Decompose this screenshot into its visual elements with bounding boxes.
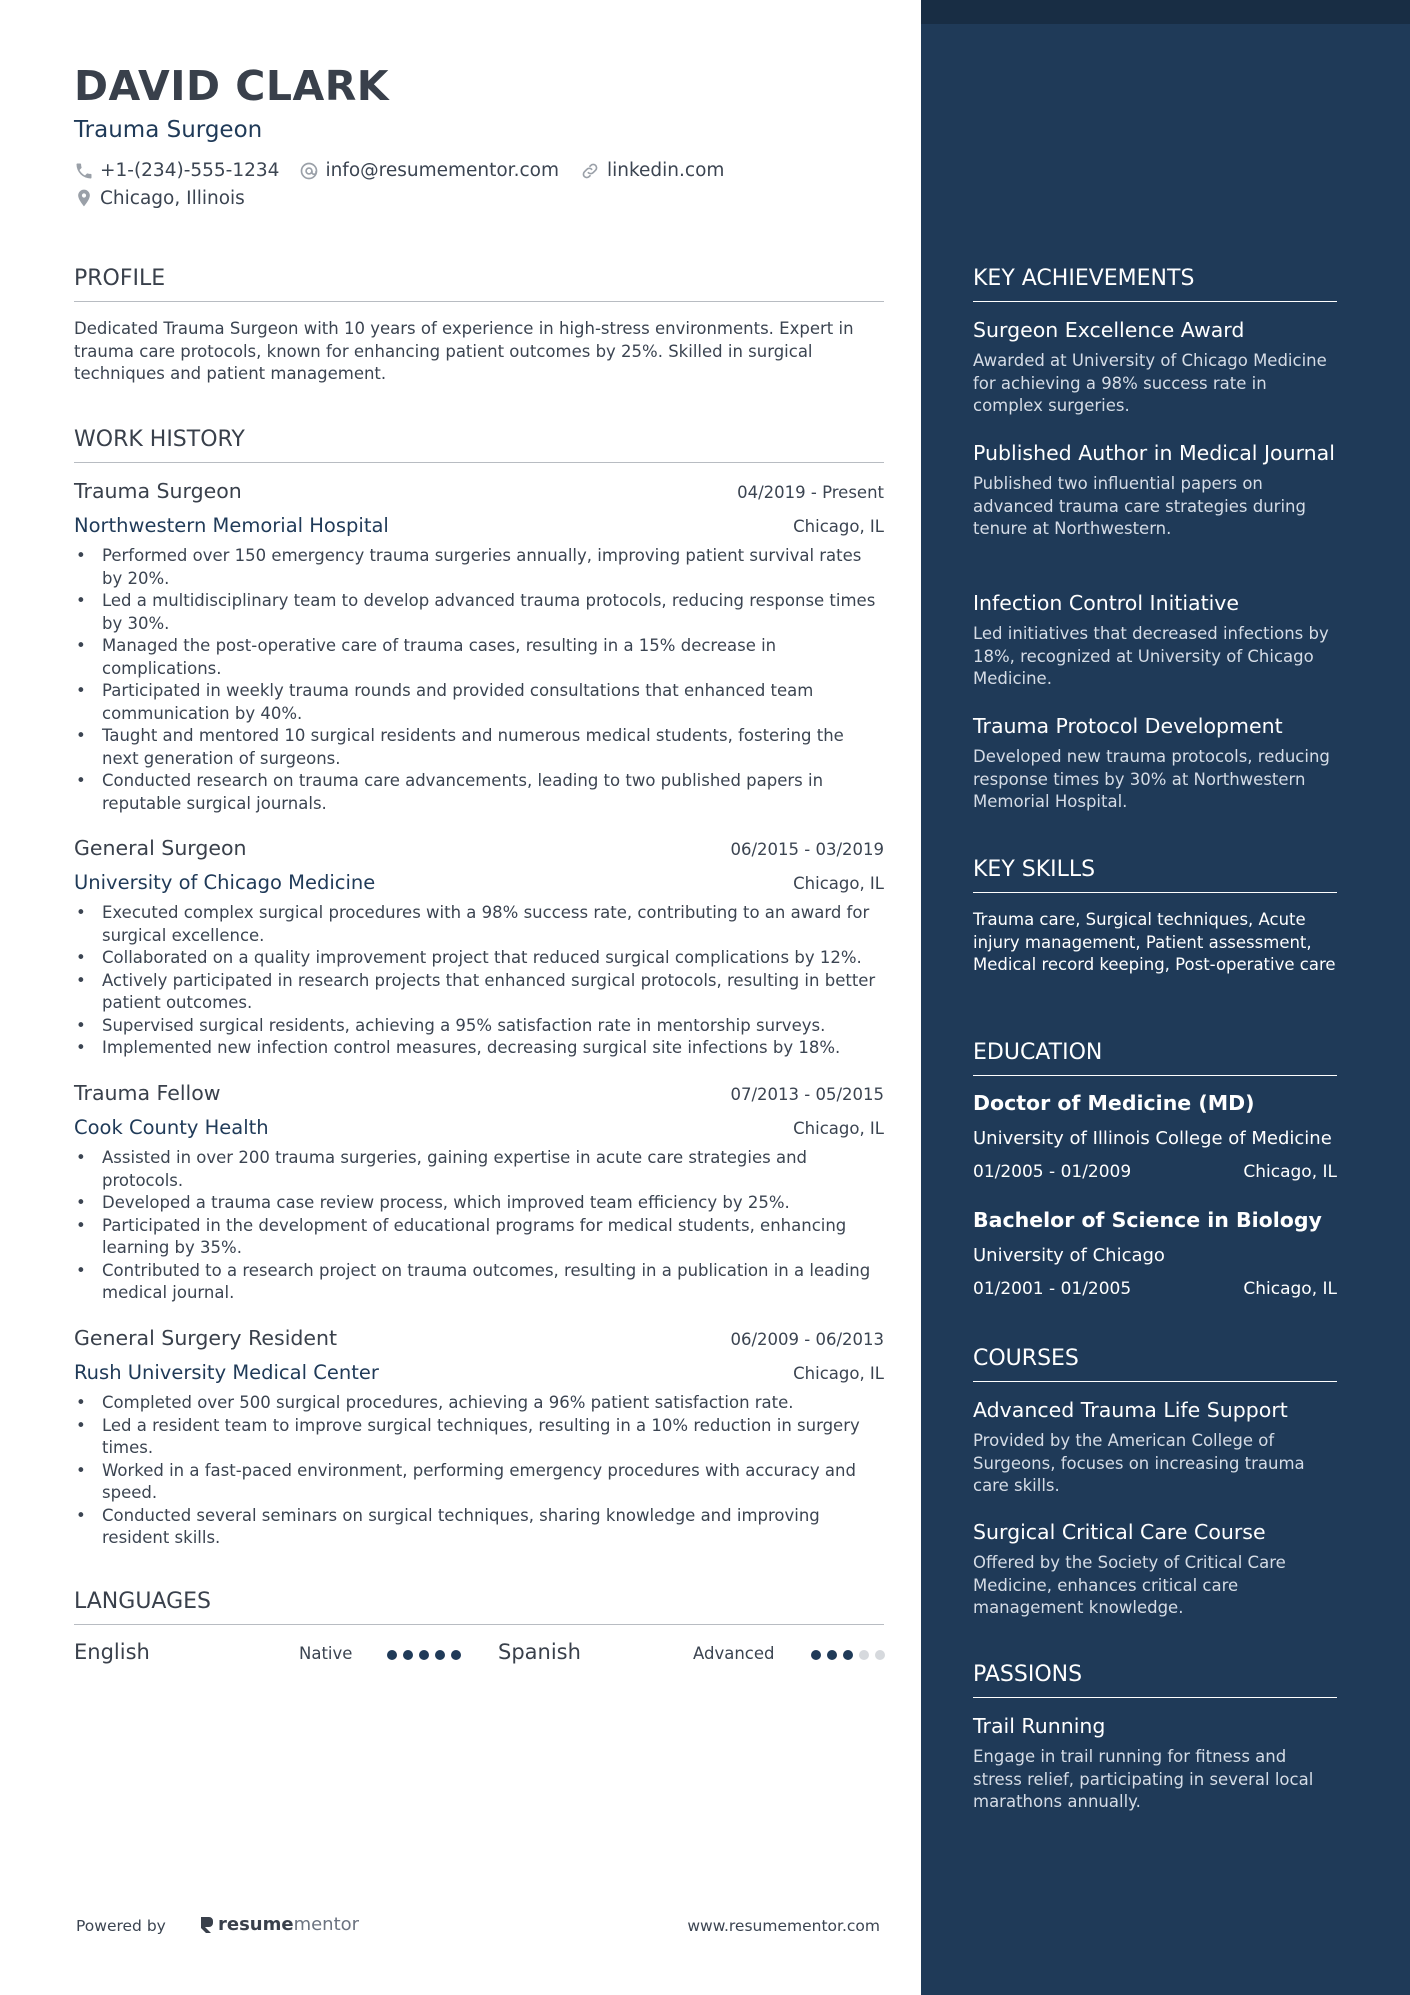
profile-text: Dedicated Trauma Surgeon with 10 years of experience in high-stress environments. Expert in trauma care protocols, known for enhancing patient outcomes by 25%. Skilled in surgical techniques and patient management. [74,319,854,383]
language-name: English [74,1640,150,1664]
course-item [973,1397,1337,1498]
course-desc: Provided by the American College of Surgeons, focuses on increasing trauma care skills. [973,1431,1305,1495]
phone-item [74,160,279,181]
job-date: 04/2019 - Present [737,483,884,502]
rating-dot-empty [875,1650,885,1660]
job-bullet: • Completed over 500 surgical procedures, achieving a 96% patient satisfaction rate. [74,1392,884,1415]
powered-by-text: Powered by [76,1917,166,1935]
job-entry [74,479,884,815]
linkedin-text[interactable]: linkedin.com [606,160,725,181]
location-row [74,187,265,209]
achievement-desc: Developed new trauma protocols, reducing response times by 30% at Northwestern Memorial Hospital. [973,747,1330,811]
education-degree: Bachelor of Science in Biology [973,1208,1322,1232]
skills-text: Trauma care, Surgical techniques, Acute injury management, Patient assessment, Medical record keeping, Post-operative care [973,910,1336,974]
at-icon [299,161,319,181]
linkedin-item[interactable] [579,160,724,181]
course-title: Surgical Critical Care Course [973,1520,1266,1544]
rating-dot-filled [419,1650,429,1660]
job-bullet: • Led a multidisciplinary team to develop advanced trauma protocols, reducing response times by 30%. [74,590,884,635]
job-location: Chicago, IL [793,517,884,536]
contact-row [74,160,744,181]
job-bullet: • Contributed to a research project on trauma outcomes, resulting in a publication in a leading medical journal. [74,1260,884,1305]
achievement-title: Published Author in Medical Journal [973,441,1335,465]
education-location: Chicago, IL [1243,1162,1337,1182]
passion-item [973,1713,1337,1814]
education-item [973,1208,1337,1299]
job-bullet: • Actively participated in research projects that enhanced surgical protocols, resulting in better patient outcomes. [74,970,884,1015]
course-desc: Offered by the Society of Critical Care Medicine, enhances critical care management knowledge. [973,1553,1286,1617]
education-degree: Doctor of Medicine (MD) [973,1091,1255,1115]
phone-icon [74,161,94,181]
education-heading: EDUCATION [973,1040,1337,1076]
job-bullet: • Assisted in over 200 trauma surgeries, gaining expertise in acute care strategies and protocols. [74,1147,884,1192]
location-item [74,187,245,209]
email-item[interactable] [299,160,559,181]
passion-desc: Engage in trail running for fitness and stress relief, participating in several local marathons annually. [973,1747,1314,1811]
job-company: University of Chicago Medicine [74,871,376,894]
achievement-item [973,590,1337,691]
job-company: Northwestern Memorial Hospital [74,514,389,537]
link-icon [579,161,601,181]
languages-row [74,1640,884,1670]
language-name: Spanish [498,1640,581,1664]
job-title: General Surgeon [74,836,247,860]
rating-dot-filled [403,1650,413,1660]
job-bullet: • Supervised surgical residents, achieving a 95% satisfaction rate in mentorship surveys. [74,1015,884,1038]
achievement-desc: Awarded at University of Chicago Medicine for achieving a 98% success rate in complex surgeries. [973,351,1327,415]
job-bullet: • Implemented new infection control measures, decreasing surgical site infections by 18%. [74,1037,884,1060]
job-bullet: • Executed complex surgical procedures with a 98% success rate, contributing to an award for surgical excellence. [74,902,884,947]
job-title: General Surgery Resident [74,1326,338,1350]
logo-light-text: mentor [293,1914,360,1935]
job-date: 06/2009 - 06/2013 [730,1330,884,1349]
job-bullets [74,1392,884,1550]
achievement-desc: Published two influential papers on advanced trauma care strategies during tenure at Northwestern. [973,474,1306,538]
rating-dot-filled [811,1650,821,1660]
education-dates: 01/2005 - 01/2009 [973,1162,1132,1182]
job-location: Chicago, IL [793,1119,884,1138]
rating-dot-filled [451,1650,461,1660]
skills-heading: KEY SKILLS [973,857,1337,893]
education-item [973,1091,1337,1182]
course-title: Advanced Trauma Life Support [973,1398,1288,1422]
achievements-heading: KEY ACHIEVEMENTS [973,266,1337,302]
job-location: Chicago, IL [793,1364,884,1383]
passions-heading: PASSIONS [973,1662,1337,1698]
job-bullet: • Led a resident team to improve surgical techniques, resulting in a 10% reduction in surgery times. [74,1415,884,1460]
languages-heading: LANGUAGES [74,1589,884,1625]
candidate-name: DAVID CLARK [74,62,390,110]
sidebar [921,0,1410,1995]
language-level: Advanced [693,1644,775,1663]
job-date: 07/2013 - 05/2015 [730,1085,884,1104]
job-bullet: • Participated in weekly trauma rounds and provided consultations that enhanced team communication by 40%. [74,680,884,725]
job-bullet: • Collaborated on a quality improvement project that reduced surgical complications by 12%. [74,947,884,970]
job-bullets [74,902,884,1060]
profile-heading: PROFILE [74,266,884,302]
job-bullet: • Performed over 150 emergency trauma surgeries annually, improving patient survival rates by 20%. [74,545,884,590]
job-bullet: • Conducted research on trauma care advancements, leading to two published papers in reputable surgical journals. [74,770,884,815]
email-text[interactable]: info@resumementor.com [325,160,559,181]
language-rating [811,1650,891,1660]
rating-dot-filled [387,1650,397,1660]
education-school: University of Chicago [973,1245,1165,1266]
job-entry [74,836,884,1060]
job-bullet: • Worked in a fast-paced environment, performing emergency procedures with accuracy and speed. [74,1460,884,1505]
location-pin-icon [74,187,94,209]
phone-text: +1-(234)-555-1234 [100,160,280,181]
job-bullets [74,545,884,815]
rating-dot-filled [843,1650,853,1660]
language-rating [387,1650,467,1660]
job-location: Chicago, IL [793,874,884,893]
job-entry [74,1081,884,1305]
location-text: Chicago, Illinois [100,187,245,209]
course-item [973,1519,1337,1620]
resumementor-logo[interactable] [199,1914,359,1935]
sidebar-top-band [921,0,1410,24]
rating-dot-empty [859,1650,869,1660]
education-location: Chicago, IL [1243,1279,1337,1299]
rating-dot-filled [827,1650,837,1660]
job-date: 06/2015 - 03/2019 [730,840,884,859]
job-company: Rush University Medical Center [74,1361,379,1384]
job-bullets [74,1147,884,1305]
job-bullet: • Managed the post-operative care of trauma cases, resulting in a 15% decrease in complications. [74,635,884,680]
achievement-item [973,713,1337,814]
job-bullet: • Participated in the development of educational programs for medical students, enhancing learning by 35%. [74,1215,884,1260]
work-history-heading: WORK HISTORY [74,427,884,463]
job-bullet: • Taught and mentored 10 surgical residents and numerous medical students, fostering the next generation of surgeons. [74,725,884,770]
achievement-title: Infection Control Initiative [973,591,1240,615]
passion-title: Trail Running [973,1714,1106,1738]
achievement-desc: Led initiatives that decreased infections by 18%, recognized at University of Chicago Medicine. [973,624,1329,688]
candidate-title: Trauma Surgeon [74,117,263,143]
achievement-item [973,317,1337,418]
job-company: Cook County Health [74,1116,269,1139]
achievement-item [973,440,1337,541]
education-school: University of Illinois College of Medicine [973,1128,1332,1149]
job-bullet: • Conducted several seminars on surgical techniques, sharing knowledge and improving resident skills. [74,1505,884,1550]
job-title: Trauma Surgeon [74,479,242,503]
courses-heading: COURSES [973,1346,1337,1382]
resumementor-logo-icon [199,1915,215,1935]
education-dates: 01/2001 - 01/2005 [973,1279,1132,1299]
job-entry [74,1326,884,1550]
job-bullet: • Developed a trauma case review process, which improved team efficiency by 25%. [74,1192,884,1215]
achievement-title: Surgeon Excellence Award [973,318,1245,342]
rating-dot-filled [435,1650,445,1660]
achievement-title: Trauma Protocol Development [973,714,1283,738]
job-title: Trauma Fellow [74,1081,221,1105]
footer-website[interactable]: www.resumementor.com [687,1917,880,1935]
language-level: Native [299,1644,353,1663]
logo-bold-text: resume [218,1914,294,1935]
